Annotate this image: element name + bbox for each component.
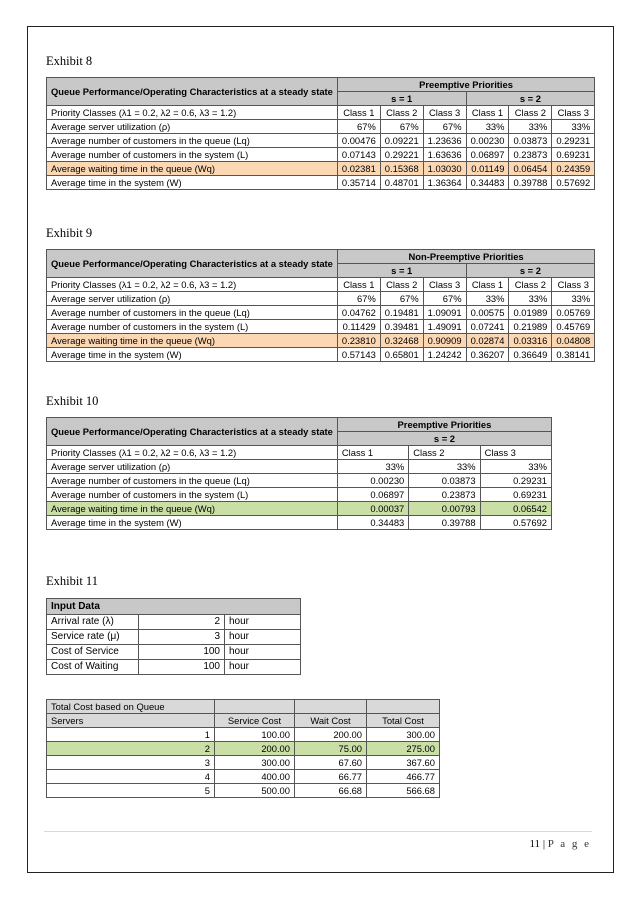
total-cost-value: 466.77 (367, 770, 440, 784)
table-row (47, 106, 595, 120)
cell-value: 0.21989 (509, 320, 552, 334)
cell-value: 67% (380, 292, 423, 306)
row-label: Priority Classes (λ1 = 0.2, λ2 = 0.6, λ3 = 1.2) (47, 446, 338, 460)
cell-value: Class 3 (480, 446, 551, 460)
table-row (47, 148, 595, 162)
page-footer (529, 838, 591, 850)
row-label: Average waiting time in the queue (Wq) (47, 334, 338, 348)
row-label: Average time in the system (W) (47, 516, 338, 530)
cell-value: Class 2 (509, 278, 552, 292)
input-value: 2 (139, 615, 225, 630)
table-row (47, 176, 595, 190)
table-row (47, 488, 552, 502)
cell-value: 0.11429 (337, 320, 380, 334)
input-row (47, 615, 301, 630)
total-cost-value: 300.00 (367, 728, 440, 742)
server-count-2: s = 2 (466, 92, 595, 106)
wait-cost-value: 67.60 (295, 756, 367, 770)
cost-row (47, 770, 440, 784)
cell-value: 0.00037 (337, 502, 408, 516)
cell-value: 0.69231 (552, 148, 595, 162)
cell-value: Class 2 (409, 446, 480, 460)
col-servers: Servers (47, 714, 215, 728)
cell-value: 0.57143 (337, 348, 380, 362)
row-label: Average number of customers in the queue (Lq) (47, 306, 338, 320)
cell-value: 0.07241 (466, 320, 509, 334)
cell-value: 0.01989 (509, 306, 552, 320)
input-unit: hour (225, 660, 301, 675)
cell-value: 1.23636 (423, 134, 466, 148)
header-right: Preemptive Priorities (337, 78, 594, 92)
cell-value: 0.34483 (466, 176, 509, 190)
cell-value: Class 3 (552, 278, 595, 292)
input-value: 100 (139, 660, 225, 675)
cell-value: 0.00575 (466, 306, 509, 320)
cell-value: Class 2 (380, 106, 423, 120)
cell-value: 1.24242 (423, 348, 466, 362)
cell-value: 0.65801 (380, 348, 423, 362)
cell-value: 0.69231 (480, 488, 551, 502)
cell-value: 0.05769 (552, 306, 595, 320)
total-cost-title: Total Cost based on Queue (47, 700, 215, 714)
cell-value: 0.06897 (337, 488, 408, 502)
server-count-1: s = 1 (337, 264, 466, 278)
input-data-table (46, 598, 301, 675)
cell-value: 0.19481 (380, 306, 423, 320)
table-row (47, 460, 552, 474)
cell-value: 0.35714 (337, 176, 380, 190)
cell-value: 0.01149 (466, 162, 509, 176)
servers-value: 2 (47, 742, 215, 756)
input-row (47, 660, 301, 675)
cell-value: 67% (380, 120, 423, 134)
cell-value: 67% (423, 120, 466, 134)
total-cost-table (46, 699, 440, 798)
cell-value: 0.06897 (466, 148, 509, 162)
input-unit: hour (225, 645, 301, 660)
row-label: Average server utilization (ρ) (47, 292, 338, 306)
cell-value: 33% (509, 120, 552, 134)
input-label: Service rate (μ) (47, 630, 139, 645)
row-label: Average number of customers in the system (L) (47, 488, 338, 502)
cell-value: 33% (552, 120, 595, 134)
cell-value: 1.49091 (423, 320, 466, 334)
cell-value: Class 1 (466, 106, 509, 120)
row-label: Average number of customers in the system (L) (47, 320, 338, 334)
cell-value: 0.34483 (337, 516, 408, 530)
cell-value: 0.36207 (466, 348, 509, 362)
cell-value: Class 2 (509, 106, 552, 120)
input-data-header: Input Data (47, 599, 301, 615)
table-row (47, 516, 552, 530)
cost-row (47, 728, 440, 742)
header-right: Preemptive Priorities (337, 418, 551, 432)
cell-value: 1.03030 (423, 162, 466, 176)
server-count-1: s = 1 (337, 92, 466, 106)
input-row (47, 630, 301, 645)
input-label: Arrival rate (λ) (47, 615, 139, 630)
input-value: 100 (139, 645, 225, 660)
input-unit: hour (225, 615, 301, 630)
cell-value: 0.57692 (480, 516, 551, 530)
cell-value: 0.09221 (380, 134, 423, 148)
row-label: Average number of customers in the system (L) (47, 148, 338, 162)
table-row (47, 320, 595, 334)
input-label: Cost of Waiting (47, 660, 139, 675)
cell-value: 0.07143 (337, 148, 380, 162)
row-label: Average number of customers in the queue (Lq) (47, 134, 338, 148)
row-label: Priority Classes (λ1 = 0.2, λ2 = 0.6, λ3 = 1.2) (47, 106, 338, 120)
cell-value: 0.02381 (337, 162, 380, 176)
servers-value: 5 (47, 784, 215, 798)
page-separator: | (542, 838, 546, 850)
cell-value: 0.03873 (509, 134, 552, 148)
server-count-2: s = 2 (337, 432, 551, 446)
row-label: Average waiting time in the queue (Wq) (47, 162, 338, 176)
cost-row (47, 756, 440, 770)
input-unit: hour (225, 630, 301, 645)
cell-value: 1.36364 (423, 176, 466, 190)
cell-value: Class 1 (337, 106, 380, 120)
header-left: Queue Performance/Operating Characteristics at a steady state (47, 78, 338, 106)
cell-value: 33% (466, 120, 509, 134)
cell-value: 0.23810 (337, 334, 380, 348)
cost-row (47, 742, 440, 756)
table-row (47, 120, 595, 134)
cell-value: 0.04808 (552, 334, 595, 348)
input-row (47, 645, 301, 660)
cell-value: 0.03316 (509, 334, 552, 348)
row-label: Average time in the system (W) (47, 176, 338, 190)
cell-value: 0.45769 (552, 320, 595, 334)
cell-value: 0.00793 (409, 502, 480, 516)
footer-divider (44, 831, 592, 832)
service-cost-value: 500.00 (215, 784, 295, 798)
col-wait-cost: Wait Cost (295, 714, 367, 728)
servers-value: 4 (47, 770, 215, 784)
table-row (47, 474, 552, 488)
cell-value: Class 2 (380, 278, 423, 292)
header-left: Queue Performance/Operating Characteristics at a steady state (47, 418, 338, 446)
exhibit-8-title: Exhibit 8 (46, 54, 93, 68)
cell-value: 0.29221 (380, 148, 423, 162)
table-row (47, 348, 595, 362)
cell-value: 33% (480, 460, 551, 474)
cell-value: 0.06454 (509, 162, 552, 176)
exhibit-9-title: Exhibit 9 (46, 226, 93, 240)
table-row (47, 446, 552, 460)
table-row (47, 502, 552, 516)
cell-value: Class 3 (423, 278, 466, 292)
page-number: 11 (529, 838, 541, 850)
table-row (47, 134, 595, 148)
cell-value: 33% (466, 292, 509, 306)
row-label: Average server utilization (ρ) (47, 120, 338, 134)
cell-value: Class 1 (466, 278, 509, 292)
row-label: Average number of customers in the queue (Lq) (47, 474, 338, 488)
cell-value: 0.03873 (409, 474, 480, 488)
input-value: 3 (139, 630, 225, 645)
cell-value: Class 1 (337, 446, 408, 460)
cell-value: 0.36649 (509, 348, 552, 362)
table-row (47, 306, 595, 320)
cell-value: 0.39788 (409, 516, 480, 530)
cell-value: 0.29231 (480, 474, 551, 488)
row-label: Priority Classes (λ1 = 0.2, λ2 = 0.6, λ3 = 1.2) (47, 278, 338, 292)
cost-row (47, 784, 440, 798)
service-cost-value: 200.00 (215, 742, 295, 756)
cell-value: 0.00230 (337, 474, 408, 488)
cell-value: 0.04762 (337, 306, 380, 320)
service-cost-value: 300.00 (215, 756, 295, 770)
service-cost-value: 400.00 (215, 770, 295, 784)
cell-value: 33% (337, 460, 408, 474)
server-count-2: s = 2 (466, 264, 595, 278)
cell-value: 1.09091 (423, 306, 466, 320)
cell-value: 67% (337, 292, 380, 306)
page-label: P a g e (547, 838, 591, 850)
col-service-cost: Service Cost (215, 714, 295, 728)
cell-value: 0.15368 (380, 162, 423, 176)
exhibit-9-table (46, 249, 595, 362)
cell-value: 0.57692 (552, 176, 595, 190)
cell-value: 67% (423, 292, 466, 306)
input-label: Cost of Service (47, 645, 139, 660)
exhibit-10-table (46, 417, 552, 530)
cell-value: 0.39788 (509, 176, 552, 190)
cell-value: 33% (552, 292, 595, 306)
cell-value: 33% (509, 292, 552, 306)
cell-value: 0.39481 (380, 320, 423, 334)
cell-value: 0.24359 (552, 162, 595, 176)
cell-value: 67% (337, 120, 380, 134)
total-cost-value: 275.00 (367, 742, 440, 756)
table-row (47, 292, 595, 306)
wait-cost-value: 66.68 (295, 784, 367, 798)
row-label: Average server utilization (ρ) (47, 460, 338, 474)
cell-value: 0.48701 (380, 176, 423, 190)
cell-value: 0.38141 (552, 348, 595, 362)
servers-value: 3 (47, 756, 215, 770)
exhibit-8-table (46, 77, 595, 190)
cell-value: 0.23873 (409, 488, 480, 502)
cell-value: Class 1 (337, 278, 380, 292)
header-right: Non-Preemptive Priorities (337, 250, 594, 264)
wait-cost-value: 66.77 (295, 770, 367, 784)
wait-cost-value: 200.00 (295, 728, 367, 742)
total-cost-value: 367.60 (367, 756, 440, 770)
col-total-cost: Total Cost (367, 714, 440, 728)
table-row (47, 334, 595, 348)
header-left: Queue Performance/Operating Characteristics at a steady state (47, 250, 338, 278)
cell-value: 1.63636 (423, 148, 466, 162)
cost-header-row (47, 714, 440, 728)
cell-value: Class 3 (552, 106, 595, 120)
cell-value: Class 3 (423, 106, 466, 120)
wait-cost-value: 75.00 (295, 742, 367, 756)
cell-value: 0.23873 (509, 148, 552, 162)
cell-value: 0.06542 (480, 502, 551, 516)
cell-value: 0.90909 (423, 334, 466, 348)
cell-value: 0.32468 (380, 334, 423, 348)
cell-value: 0.29231 (552, 134, 595, 148)
service-cost-value: 100.00 (215, 728, 295, 742)
exhibit-11-title: Exhibit 11 (46, 574, 98, 588)
exhibit-10-title: Exhibit 10 (46, 394, 99, 408)
cell-value: 0.00476 (337, 134, 380, 148)
row-label: Average waiting time in the queue (Wq) (47, 502, 338, 516)
cell-value: 0.00230 (466, 134, 509, 148)
cell-value: 33% (409, 460, 480, 474)
row-label: Average time in the system (W) (47, 348, 338, 362)
table-row (47, 278, 595, 292)
total-cost-value: 566.68 (367, 784, 440, 798)
table-row (47, 162, 595, 176)
servers-value: 1 (47, 728, 215, 742)
cell-value: 0.02874 (466, 334, 509, 348)
